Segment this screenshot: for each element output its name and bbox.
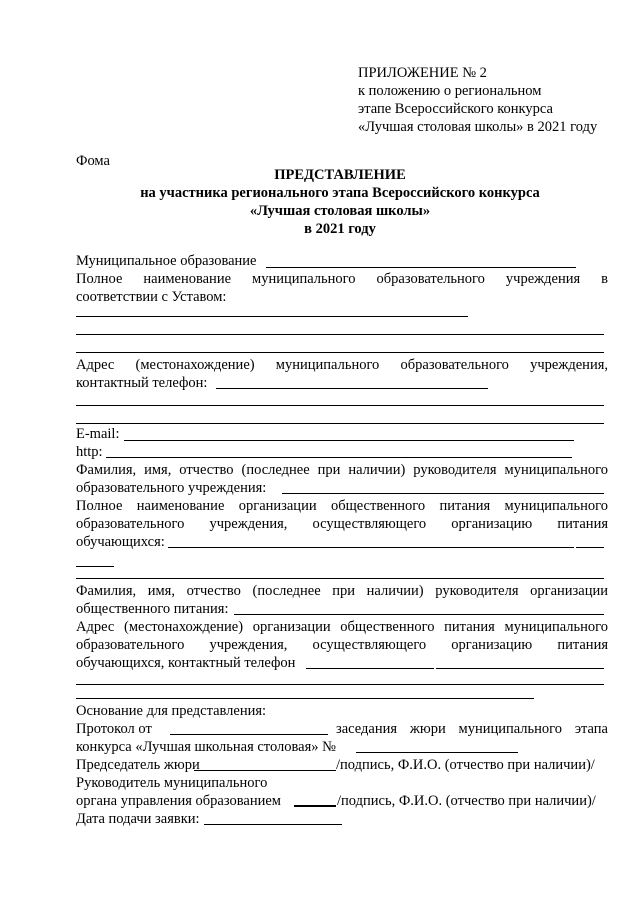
org-head-label-2: общественного питания:	[76, 601, 229, 617]
full-name-field-2[interactable]	[76, 334, 604, 335]
head-label-2: образовательного учреждения:	[76, 480, 267, 496]
protocol-contest-label: конкурса «Лучшая школьная столовая» №	[76, 739, 336, 755]
email-field[interactable]	[124, 440, 574, 441]
org-head-label-1: Фамилия, имя, отчество (последнее при наличии) руководителя организации	[76, 583, 608, 599]
basis-heading: Основание для представления:	[76, 703, 267, 719]
appendix-line-2: к положению о региональном	[358, 83, 542, 99]
org-label-3: обучающихся:	[76, 534, 165, 550]
org-address-label-3: обучающихся, контактный телефон	[76, 655, 296, 671]
submission-date-label: Дата подачи заявки:	[76, 811, 200, 827]
chair-signature-field[interactable]	[194, 770, 336, 771]
protocol-date-field[interactable]	[170, 734, 328, 735]
org-field-continuation[interactable]	[76, 566, 114, 567]
email-label: E-mail:	[76, 426, 120, 442]
document-title: ПРЕДСТАВЛЕНИЕ	[274, 167, 406, 183]
phone-field[interactable]	[216, 388, 488, 389]
http-field[interactable]	[106, 457, 572, 458]
org-label-2: образовательного учреждения, осуществляющего организацию питания	[76, 516, 608, 532]
address-label-2: контактный телефон:	[76, 375, 208, 391]
chair-signature-note: /подпись, Ф.И.О. (отчество при наличии)/	[336, 757, 595, 773]
org-label-1: Полное наименование организации общественного питания муниципального	[76, 498, 608, 514]
org-phone-field-2[interactable]	[436, 668, 604, 669]
org-address-label-2: образовательного учреждения, осуществляющего организацию питания	[76, 637, 608, 653]
head-field[interactable]	[282, 493, 604, 494]
org-head-field[interactable]	[234, 614, 604, 615]
municipality-field[interactable]	[266, 267, 576, 268]
address-field-2[interactable]	[76, 423, 604, 424]
org-address-field-1[interactable]	[76, 684, 604, 685]
title-line-3: «Лучшая столовая школы»	[249, 203, 431, 219]
org-field[interactable]	[168, 547, 574, 548]
http-label: http:	[76, 444, 103, 460]
org-phone-field-1[interactable]	[306, 668, 434, 669]
submission-date-field[interactable]	[204, 824, 342, 825]
head-label-1: Фамилия, имя, отчество (последнее при наличии) руководителя муниципального	[76, 462, 608, 478]
chair-label: Председатель жюри	[76, 757, 200, 773]
protocol-label: Протокол от	[76, 721, 152, 737]
title-line-4: в 2021 году	[304, 221, 376, 237]
education-head-signature-field[interactable]	[294, 805, 336, 807]
appendix-line-4: «Лучшая столовая школы» в 2021 году	[358, 119, 598, 135]
full-name-field-3[interactable]	[76, 352, 604, 353]
address-field-1[interactable]	[76, 405, 604, 406]
appendix-line-3: этапе Всероссийского конкурса	[358, 101, 553, 117]
education-head-label-1: Руководитель муниципального	[76, 775, 268, 791]
education-head-label-2: органа управления образованием	[76, 793, 281, 809]
full-name-field-1[interactable]	[76, 316, 468, 317]
title-line-2: на участника регионального этапа Всероссийского конкурса	[140, 185, 540, 201]
protocol-session-label: заседания жюри муниципального этапа	[336, 721, 608, 737]
municipality-label: Муниципальное образование	[76, 253, 257, 269]
full-name-label-1: Полное наименование муниципального образовательного учреждения в	[76, 271, 608, 287]
org-address-label-1: Адрес (местонахождение) организации общественного питания муниципального	[76, 619, 608, 635]
address-label-1: Адрес (местонахождение) муниципального образовательного учреждения,	[76, 357, 608, 373]
org-field-tail[interactable]	[576, 547, 604, 548]
full-name-label-2: соответствии с Уставом:	[76, 289, 227, 305]
protocol-number-field[interactable]	[356, 752, 518, 753]
education-head-signature-note: /подпись, Ф.И.О. (отчество при наличии)/	[337, 793, 596, 809]
form-label: Фома	[76, 153, 110, 169]
org-address-field-2[interactable]	[76, 698, 534, 699]
org-field-2[interactable]	[76, 578, 604, 579]
appendix-number: ПРИЛОЖЕНИЕ № 2	[358, 65, 487, 81]
